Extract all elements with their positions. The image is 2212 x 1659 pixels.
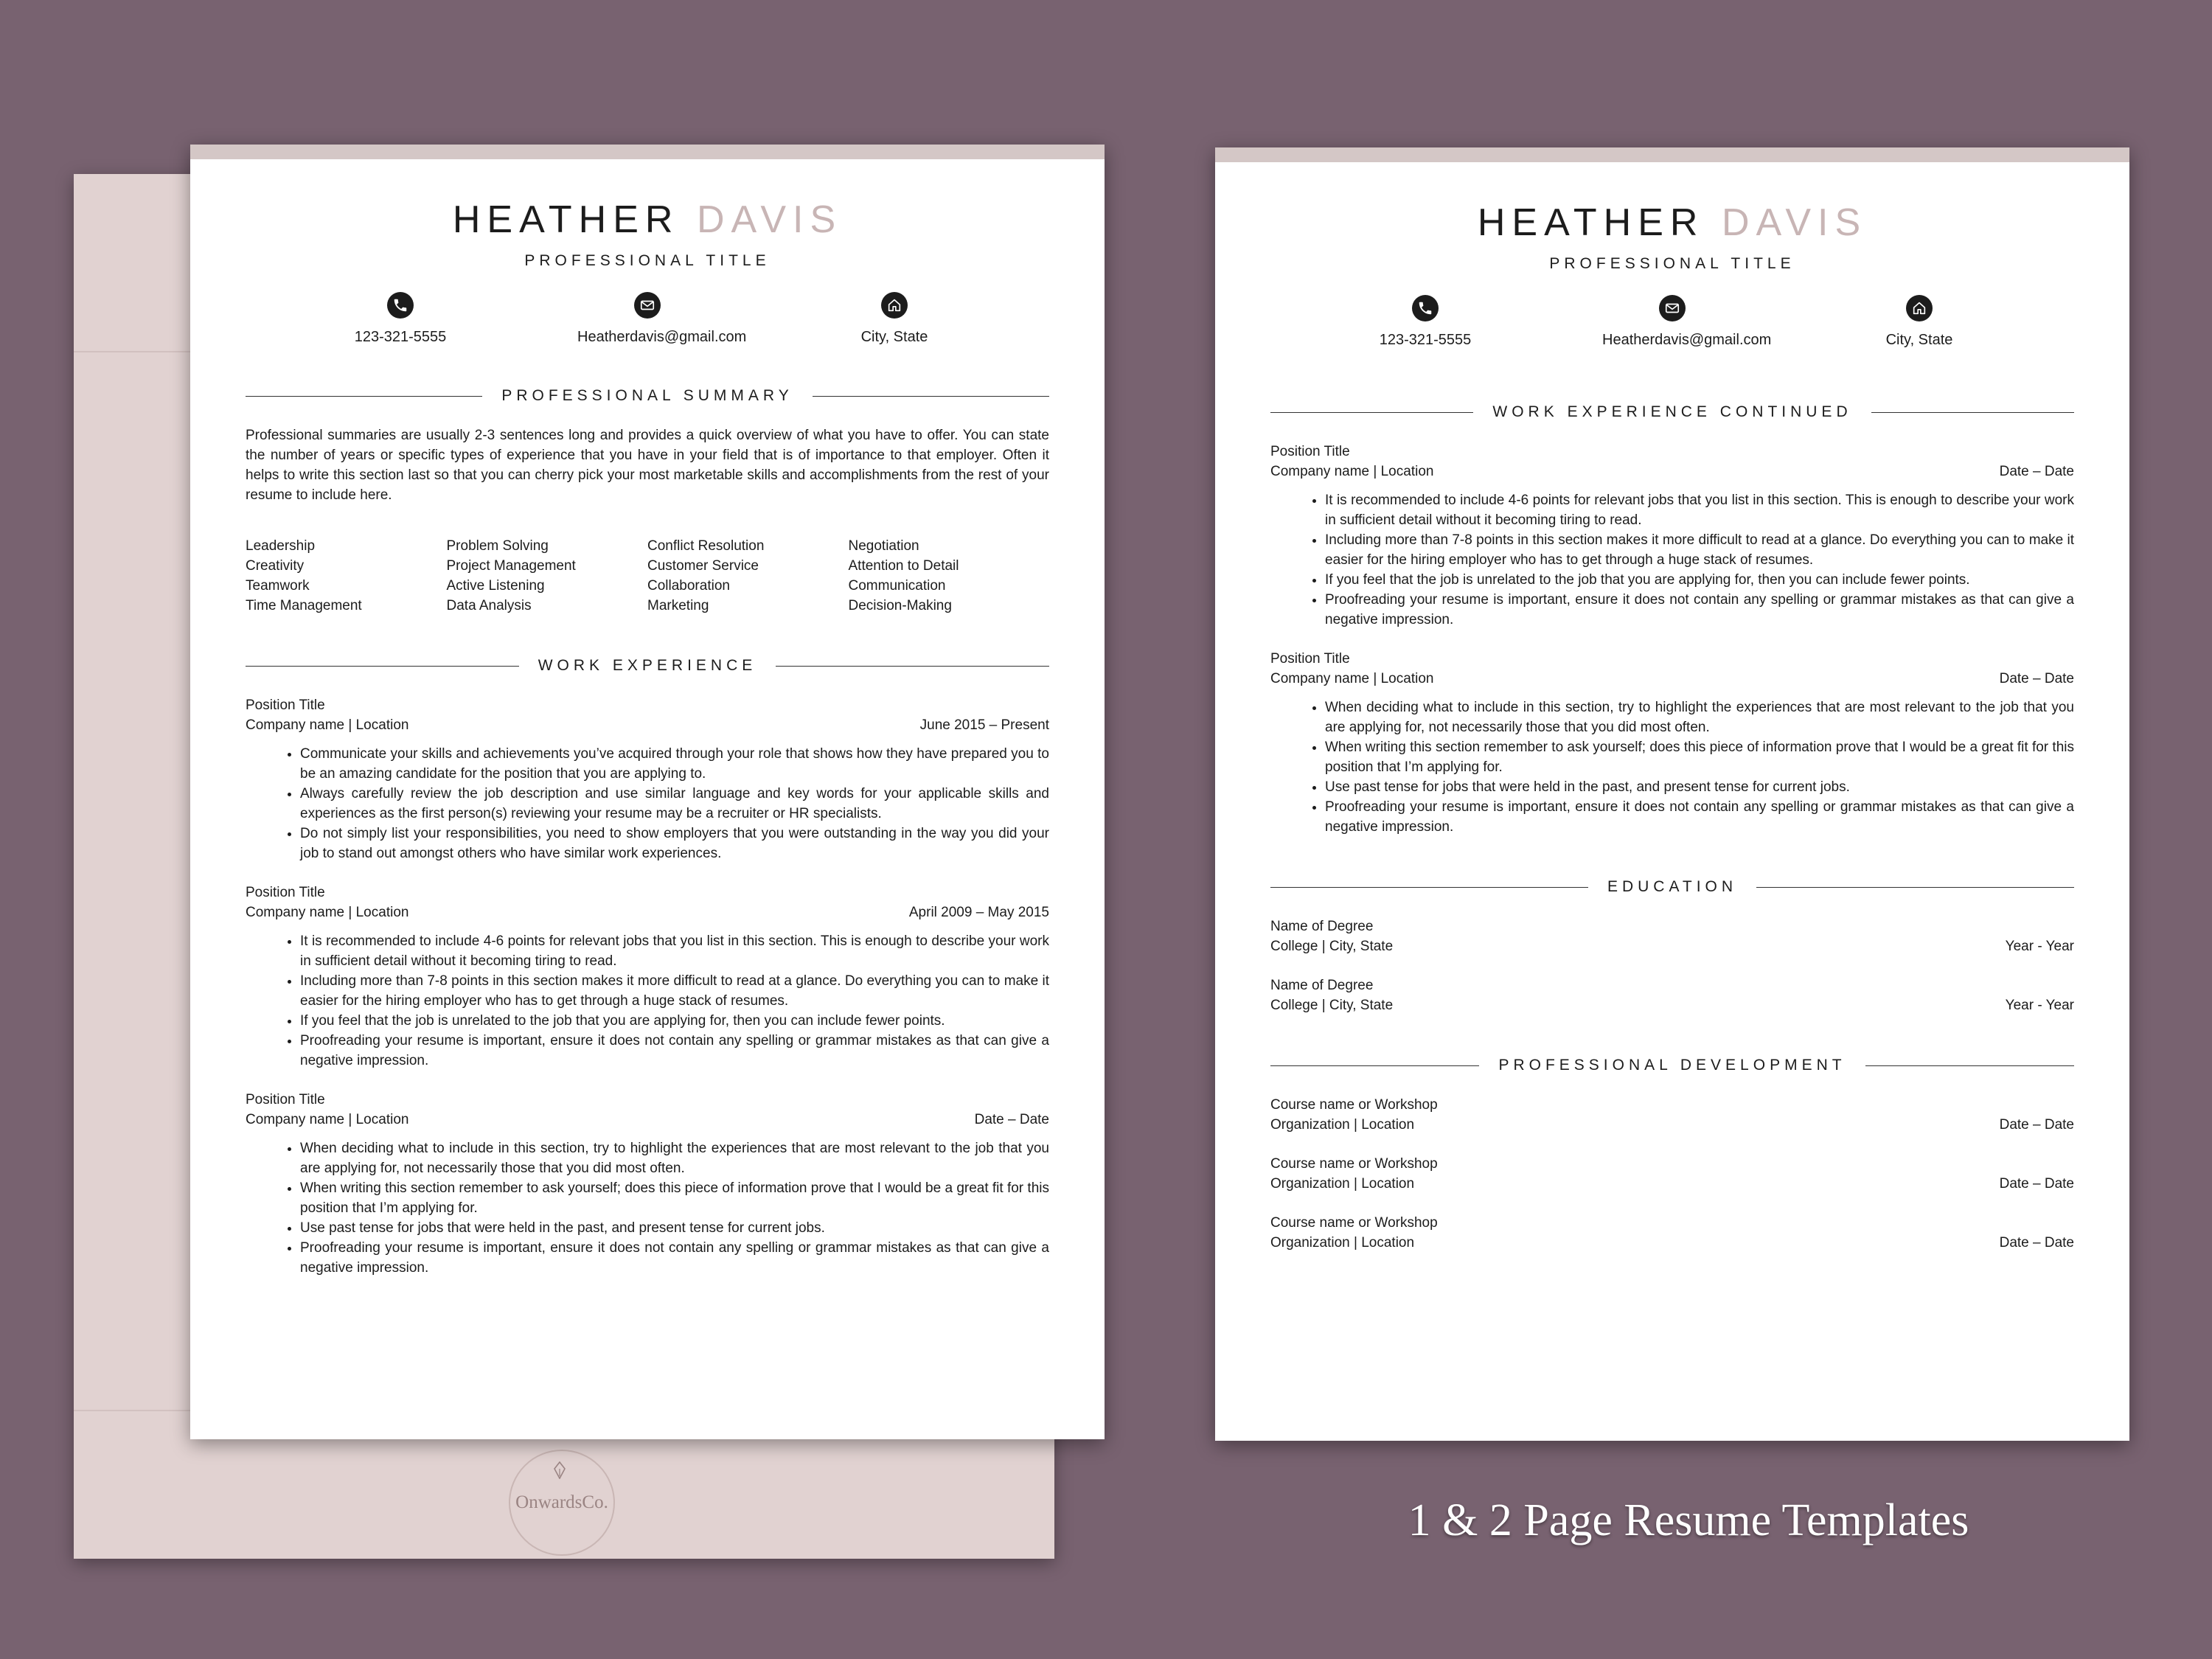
- bullet-item: • If you feel that the job is unrelated to the job that you are applying for, then you can include fewer points.: [300, 1011, 1049, 1031]
- job-dates: Date – Date: [1999, 464, 2074, 479]
- education-years: Year - Year: [2005, 998, 2074, 1013]
- skill: Negotiation: [848, 538, 919, 554]
- divider: [1865, 1065, 2074, 1066]
- job-bullets: [246, 931, 1049, 1071]
- job-entry: [1270, 442, 2074, 630]
- education-entry: [1270, 917, 2074, 956]
- course-name: Course name or Workshop: [1270, 1097, 1438, 1113]
- skill: Communication: [848, 578, 946, 594]
- skill: Customer Service: [647, 558, 759, 574]
- skills-column: [246, 536, 447, 616]
- contact-email: [1602, 295, 1772, 349]
- contact-phone: [1355, 295, 1495, 349]
- course-name: Course name or Workshop: [1270, 1156, 1438, 1172]
- skill: Problem Solving: [446, 538, 549, 554]
- section-label: PROFESSIONAL DEVELOPMENT: [1498, 1057, 1846, 1074]
- divider: [776, 666, 1049, 667]
- professional-title: PROFESSIONAL TITLE: [524, 252, 771, 269]
- bullet-item: • Proofreading your resume is important, ensure it does not contain any spelling or grammar mistakes as that can give a negative impression.: [1325, 590, 2074, 630]
- divider: [1270, 412, 1473, 413]
- brand-name: OnwardsCo.: [515, 1492, 608, 1512]
- divider: [246, 396, 482, 397]
- bullet-item: • It is recommended to include 4-6 points for relevant jobs that you list in this section. This is enough to describe your work in sufficient detail without it becoming tiring to read.: [1325, 490, 2074, 530]
- resume-page-1: [190, 145, 1105, 1439]
- divider: [1270, 887, 1588, 888]
- divider: [246, 666, 519, 667]
- email-icon: [1659, 295, 1686, 321]
- accent-band: [1215, 147, 2129, 162]
- first-name: HEATHER: [452, 198, 680, 241]
- email-icon: [634, 292, 661, 319]
- skills-column: [647, 536, 849, 616]
- job-company: Company name | Location: [1270, 671, 1434, 686]
- course-organization: Organization | Location: [1270, 1117, 1415, 1133]
- phone-number: 123-321-5555: [1379, 332, 1472, 348]
- job-entry: [246, 1090, 1049, 1278]
- email-address: Heatherdavis@gmail.com: [1602, 332, 1772, 348]
- location: City, State: [1885, 332, 1953, 348]
- skill: Conflict Resolution: [647, 538, 765, 554]
- job-title: Position Title: [1270, 651, 1350, 667]
- bullet-item: • Including more than 7-8 points in this section makes it more difficult to read at a glance. Do everything you can to make it easier for the hiring employer who has to get through a huge stack of resumes.: [300, 971, 1049, 1011]
- candidate-name: [1270, 201, 2074, 245]
- job-dates: June 2015 – Present: [919, 717, 1049, 733]
- divider: [1756, 887, 2074, 888]
- section-heading-work-continued: [1270, 403, 2074, 421]
- contact-location: [824, 292, 964, 346]
- job-entry: [246, 883, 1049, 1071]
- section-label: WORK EXPERIENCE: [538, 657, 757, 674]
- job-dates: Date – Date: [974, 1112, 1049, 1127]
- contact-location: [1849, 295, 1989, 349]
- section-heading-work: [246, 657, 1049, 675]
- job-entry: [246, 695, 1049, 863]
- skills-column: [447, 536, 648, 616]
- contact-row: [330, 292, 964, 346]
- job-bullets: [1270, 490, 2074, 630]
- brand-seal: [509, 1450, 615, 1556]
- course-organization: Organization | Location: [1270, 1176, 1415, 1192]
- skill: Data Analysis: [446, 598, 532, 613]
- bullet-item: • Use past tense for jobs that were held in the past, and present tense for current jobs.: [1325, 777, 2074, 797]
- section-label: EDUCATION: [1607, 878, 1738, 895]
- course-dates: Date – Date: [1999, 1176, 2074, 1192]
- skill: Leadership: [246, 538, 316, 554]
- bullet-item: • Including more than 7-8 points in this section makes it more difficult to read at a glance. Do everything you can to make it easier for the hiring employer who has to get through a huge stack of resumes.: [1325, 530, 2074, 570]
- bullet-item: • Proofreading your resume is important, ensure it does not contain any spelling or grammar mistakes as that can give a negative impression.: [300, 1031, 1049, 1071]
- development-entry: [1270, 1213, 2074, 1253]
- phone-icon: [387, 292, 414, 319]
- divider: [1270, 1065, 1479, 1066]
- pen-nib-icon: [553, 1461, 566, 1479]
- bullet-item: • Communicate your skills and achievements you’ve acquired through your role that shows how they have prepared you to be an amazing candidate for the position that you are applying to.: [300, 744, 1049, 784]
- professional-title: PROFESSIONAL TITLE: [1549, 255, 1795, 272]
- job-bullets: [246, 1138, 1049, 1278]
- first-name: HEATHER: [1477, 201, 1705, 244]
- development-entry: [1270, 1154, 2074, 1194]
- job-title: Position Title: [246, 698, 325, 713]
- bullet-item: • Do not simply list your responsibilities, you need to show employers that you were outstanding in the way you did your job to stand out amongst others who have similar work experiences.: [300, 824, 1049, 863]
- job-company: Company name | Location: [246, 717, 409, 733]
- bullet-item: • Proofreading your resume is important, ensure it does not contain any spelling or grammar mistakes as that can give a negative impression.: [300, 1238, 1049, 1278]
- email-address: Heatherdavis@gmail.com: [577, 329, 747, 345]
- job-company: Company name | Location: [246, 1112, 409, 1127]
- bullet-item: • Always carefully review the job description and use similar language and key words for your applicable skills and experiences as the first person(s) reviewing your resume may be a recruiter or HR specialists.: [300, 784, 1049, 824]
- divider: [1871, 412, 2074, 413]
- contact-phone: [330, 292, 470, 346]
- course-dates: Date – Date: [1999, 1235, 2074, 1251]
- job-bullets: [246, 744, 1049, 863]
- job-title: Position Title: [246, 885, 325, 900]
- bullet-item: • When writing this section remember to ask yourself; does this piece of information prove that I would be a great fit for this position that I’m applying for.: [300, 1178, 1049, 1218]
- skill: Marketing: [647, 598, 709, 613]
- skill: Project Management: [446, 558, 576, 574]
- job-title: Position Title: [1270, 444, 1350, 459]
- location: City, State: [860, 329, 928, 345]
- contact-email: [577, 292, 747, 346]
- bullet-item: • When writing this section remember to ask yourself; does this piece of information prove that I would be a great fit for this position that I’m applying for.: [1325, 737, 2074, 777]
- skill: Decision-Making: [848, 598, 952, 613]
- bullet-item: • When deciding what to include in this section, try to highlight the experiences that are most relevant to the job that you are applying for, not necessarily those that you did most often.: [1325, 698, 2074, 737]
- section-heading-education: [1270, 878, 2074, 896]
- job-entry: [1270, 649, 2074, 837]
- last-name: DAVIS: [1721, 201, 1868, 244]
- job-company: Company name | Location: [246, 905, 409, 920]
- resume-page-2: [1215, 147, 2129, 1441]
- skill: Active Listening: [446, 578, 545, 594]
- bullet-item: • Proofreading your resume is important, ensure it does not contain any spelling or grammar mistakes as that can give a negative impression.: [1325, 797, 2074, 837]
- home-icon: [1906, 295, 1933, 321]
- accent-band: [190, 145, 1105, 159]
- skill: Teamwork: [246, 578, 310, 594]
- development-entry: [1270, 1095, 2074, 1135]
- job-dates: April 2009 – May 2015: [908, 905, 1049, 920]
- phone-icon: [1412, 295, 1439, 321]
- course-organization: Organization | Location: [1270, 1235, 1415, 1251]
- section-heading-professional-development: [1270, 1057, 2074, 1074]
- job-bullets: [1270, 698, 2074, 837]
- bullet-item: • Use past tense for jobs that were held in the past, and present tense for current jobs.: [300, 1218, 1049, 1238]
- job-title: Position Title: [246, 1092, 325, 1107]
- section-label: WORK EXPERIENCE CONTINUED: [1492, 403, 1852, 420]
- job-dates: Date – Date: [1999, 671, 2074, 686]
- divider: [813, 396, 1049, 397]
- degree-name: Name of Degree: [1270, 919, 1374, 934]
- bullet-item: • When deciding what to include in this section, try to highlight the experiences that are most relevant to the job that you are applying for, not necessarily those that you did most often.: [300, 1138, 1049, 1178]
- phone-number: 123-321-5555: [354, 329, 447, 345]
- education-years: Year - Year: [2005, 939, 2074, 954]
- bullet-item: • If you feel that the job is unrelated to the job that you are applying for, then you can include fewer points.: [1325, 570, 2074, 590]
- contact-row: [1355, 295, 1989, 349]
- degree-name: Name of Degree: [1270, 978, 1374, 993]
- section-heading-summary: [246, 387, 1049, 405]
- skill: Collaboration: [647, 578, 730, 594]
- school-location: College | City, State: [1270, 939, 1394, 954]
- skill: Time Management: [246, 598, 362, 613]
- skill: Attention to Detail: [848, 558, 959, 574]
- education-entry: [1270, 975, 2074, 1015]
- skill: Creativity: [246, 558, 305, 574]
- section-label: PROFESSIONAL SUMMARY: [501, 387, 793, 404]
- last-name: DAVIS: [696, 198, 843, 241]
- school-location: College | City, State: [1270, 998, 1394, 1013]
- home-icon: [881, 292, 908, 319]
- job-company: Company name | Location: [1270, 464, 1434, 479]
- skills-column: [849, 536, 1050, 616]
- course-name: Course name or Workshop: [1270, 1215, 1438, 1231]
- skills-grid: [246, 536, 1049, 616]
- course-dates: Date – Date: [1999, 1117, 2074, 1133]
- summary-text: Professional summaries are usually 2-3 sentences long and provides a quick overview of what you have to offer. You can state the number of years or specific types of experience that you have in your field that is of importance to that employer. Often it helps to write this section last so that you can cherry pick your most marketable skills and accomplishments from the rest of your resume to include here.: [246, 428, 1049, 503]
- product-caption: 1 & 2 Page Resume Templates: [1408, 1495, 1969, 1545]
- bullet-item: • It is recommended to include 4-6 points for relevant jobs that you list in this section. This is enough to describe your work in sufficient detail without it becoming tiring to read.: [300, 931, 1049, 971]
- candidate-name: [246, 198, 1049, 242]
